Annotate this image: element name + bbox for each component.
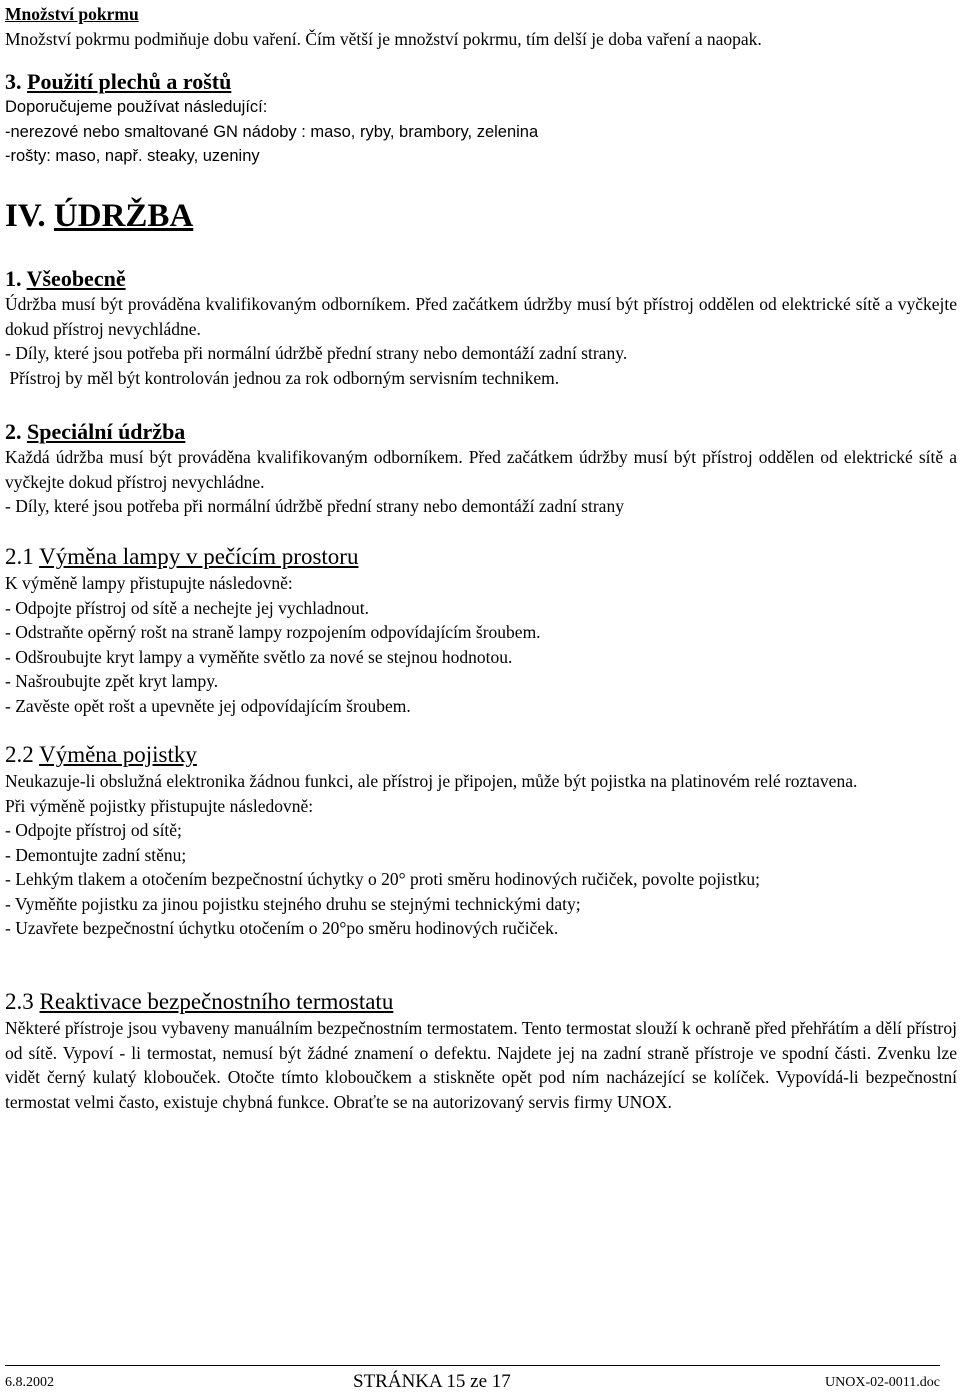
section-lampa [5, 543, 957, 718]
list-item: - Odpojte přístroj od sítě a nechejte jej vychladnout. [5, 597, 369, 618]
section-number: 2.3 [5, 989, 40, 1014]
section-heading [5, 266, 957, 292]
section-heading [5, 741, 957, 769]
section-text: - Díly, které jsou potřeba při normální údržbě přední strany nebo demontáží zadní strany [5, 496, 624, 516]
footer-date: 6.8.2002 [5, 1375, 54, 1390]
footer-page-number: STRÁNKA 15 ze 17 [353, 1371, 511, 1392]
list-item: K výměně lampy přistupujte následovně: [5, 573, 293, 593]
section-paragraph: Každá údržba musí být prováděna kvalifikovaným odborníkem. Před začátkem údržby musí být přístroj oddělen od elektrické sítě a vyčkejte dokud přístroj nevychládne. [5, 447, 957, 492]
section-termostat [5, 988, 957, 1114]
list-item: - Vyměňte pojistku za jinou pojistku stejného druhu se stejnými technickými daty; [5, 893, 581, 914]
section-heading [5, 988, 957, 1016]
list-item: - Odpojte přístroj od sítě; [5, 820, 182, 840]
section-heading [5, 543, 957, 571]
section-specialni [5, 419, 957, 519]
section-number: 3. [5, 69, 27, 94]
list-item: - Našroubujte zpět kryt lampy. [5, 671, 219, 691]
section-title: Použití plechů a roštů [27, 69, 232, 94]
chapter-udrzba [5, 196, 957, 236]
footer-doc-name: UNOX-02-0011.doc [825, 1375, 940, 1390]
list-item: Při výměně pojistky přistupujte následovně: [5, 795, 314, 816]
section-text: Množství pokrmu podmiňuje dobu vaření. Čím větší je množství pokrmu, tím delší je doba vaření a naopak. [5, 28, 762, 49]
section-number: 1. [5, 266, 27, 291]
list-item: - Odšroubujte kryt lampy a vyměňte světlo za nové se stejnou hodnotou. [5, 646, 513, 667]
section-number: 2. [5, 419, 27, 444]
list-item: - Odstraňte opěrný rošt na straně lampy rozpojením odpovídajícím šroubem. [5, 622, 541, 642]
list-item: - Zavěste opět rošt a upevněte jej odpovídajícím šroubem. [5, 695, 411, 716]
list-item: Doporučujeme používat následující: [5, 98, 268, 116]
list-item: - Uzavřete bezpečnostní úchytku otočením o 20°po směru hodinových ručiček. [5, 918, 559, 938]
section-text: Přístroj by měl být kontrolován jednou za rok odborným servisním technikem. [5, 367, 560, 388]
section-number: 2.2 [5, 742, 40, 767]
list-item: -nerezové nebo smaltované GN nádoby : maso, ryby, brambory, zelenina [5, 122, 539, 141]
list-item: - Demontujte zadní stěnu; [5, 844, 187, 865]
section-pojistka [5, 741, 957, 941]
section-number: 2.1 [5, 544, 40, 569]
section-paragraph: Některé přístroje jsou vybaveny manuálním bezpečnostním termostatem. Tento termostat slouží k ochraně před přehřátím a dělí přístroj od sítě. Vypoví - li termostat, nemusí být žádné znamení o defektu. Najdete jej na zadní straně přístroje ve spodní části. Zvenku lze vidět černý kulatý klobouček. Otočte tímto kloboučkem a stiskněte opět pod ním nacházející se kolíček. Vypovídá-li bezpečnostní termostat velmi často, existuje chybná funkce. Obraťte se na autorizovaný servis firmy UNOX. [5, 1018, 957, 1112]
section-paragraph: Údržba musí být prováděna kvalifikovaným odborníkem. Před začátkem údržby musí být přístroj oddělen od elektrické sítě a vyčkejte dokud přístroj nevychládne. [5, 294, 957, 339]
section-paragraph: Neukazuje-li obslužná elektronika žádnou funkci, ale přístroj je připojen, může být pojistka na platinovém relé roztavena. [5, 771, 858, 791]
section-text: - Díly, které jsou potřeba při normální údržbě přední strany nebo demontáží zadní strany. [5, 343, 628, 363]
section-plechy [5, 69, 957, 169]
list-item: -rošty: maso, např. steaky, uzeniny [5, 147, 260, 165]
section-title: Výměna lampy v pečícím prostoru [39, 544, 359, 569]
section-title: Výměna pojistky [39, 742, 197, 767]
section-heading [5, 419, 957, 445]
section-heading: Množství pokrmu [5, 4, 139, 24]
section-vseobecne [5, 266, 957, 390]
page-footer [5, 1365, 940, 1392]
list-item: - Lehkým tlakem a otočením bezpečnostní úchytky o 20° proti směru hodinových ručiček, povolte pojistku; [5, 869, 760, 889]
section-title: Všeobecně [26, 266, 126, 291]
chapter-title: ÚDRŽBA [53, 198, 194, 234]
chapter-heading [5, 196, 957, 236]
section-title: Reaktivace bezpečnostního termostatu [39, 989, 394, 1014]
section-title: Speciální údržba [27, 419, 186, 444]
section-heading [5, 69, 957, 95]
chapter-number: IV. [5, 198, 54, 234]
section-mnozstvi [5, 2, 957, 51]
